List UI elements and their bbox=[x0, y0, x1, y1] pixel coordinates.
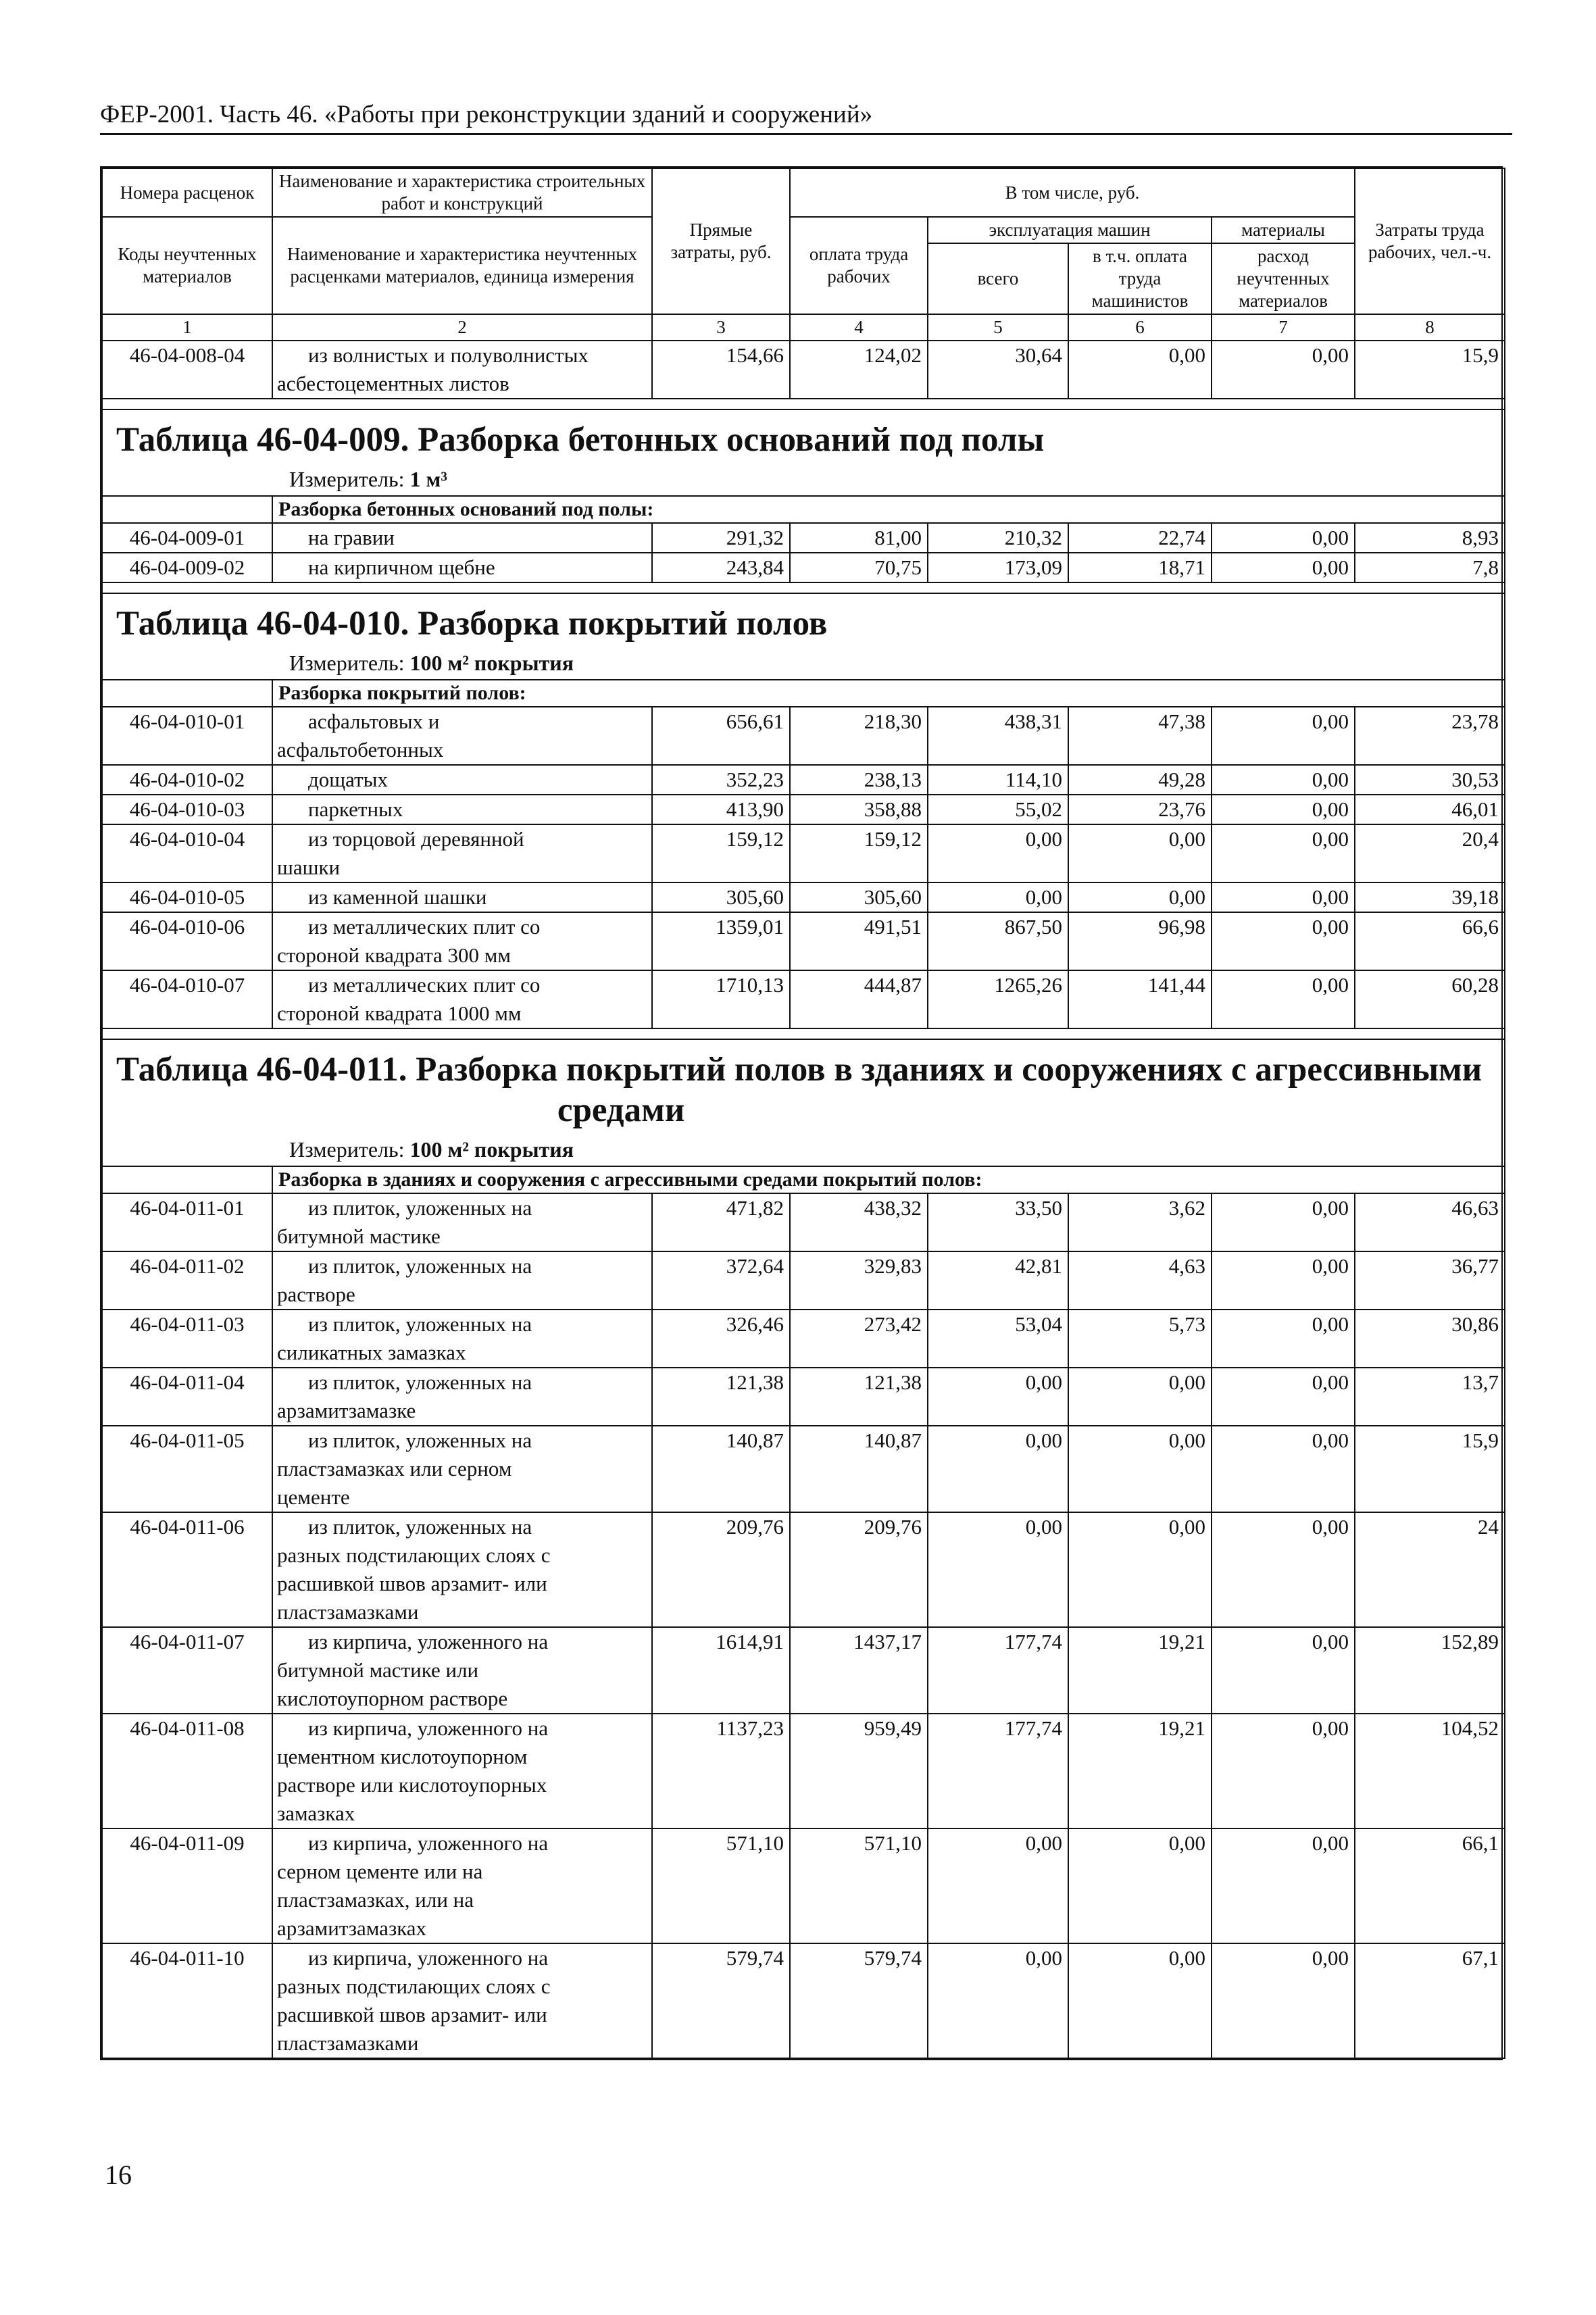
spacer-cell bbox=[102, 582, 1505, 593]
row-value: 67,1 bbox=[1355, 1943, 1505, 2058]
row-name-line: из плиток, уложенных на bbox=[308, 1254, 532, 1278]
row-value: 218,30 bbox=[790, 707, 928, 765]
row-name-line: асфальтобетонных bbox=[277, 738, 444, 762]
table-row bbox=[102, 1714, 1505, 1828]
table-row bbox=[102, 553, 1505, 582]
row-name bbox=[272, 970, 652, 1028]
row-value: 0,00 bbox=[1212, 553, 1355, 582]
table-row bbox=[102, 1251, 1505, 1310]
col-number: 3 bbox=[652, 314, 790, 341]
row-value: 210,32 bbox=[928, 523, 1068, 553]
row-value: 30,53 bbox=[1355, 765, 1505, 795]
row-value: 0,00 bbox=[1068, 341, 1212, 399]
row-value: 0,00 bbox=[1212, 1368, 1355, 1426]
row-value: 0,00 bbox=[1068, 1512, 1212, 1627]
row-value: 438,32 bbox=[790, 1193, 928, 1251]
measure-value: 1 м³ bbox=[409, 467, 447, 491]
table-row bbox=[102, 882, 1505, 912]
col-machines: эксплуатация машин bbox=[928, 217, 1212, 243]
row-name bbox=[272, 341, 652, 399]
page-number: 16 bbox=[105, 2160, 132, 2190]
section-title-text: Таблица 46-04-011. Разборка покрытий полов в зданиях и сооружениях с агрессивными bbox=[116, 1051, 1482, 1089]
row-name-line: из плиток, уложенных на bbox=[308, 1370, 532, 1394]
row-name-line: дощатых bbox=[308, 768, 388, 791]
row-value: 0,00 bbox=[1068, 882, 1212, 912]
col-materials: материалы bbox=[1212, 217, 1355, 243]
row-name bbox=[272, 553, 652, 582]
row-name bbox=[272, 707, 652, 765]
row-name bbox=[272, 1943, 652, 2058]
table-row bbox=[102, 1627, 1505, 1714]
row-value: 177,74 bbox=[928, 1714, 1068, 1828]
row-value: 36,77 bbox=[1355, 1251, 1505, 1310]
row-value: 124,02 bbox=[790, 341, 928, 399]
row-code: 46-04-010-04 bbox=[102, 824, 272, 882]
row-value: 15,9 bbox=[1355, 1426, 1505, 1512]
row-name-line: из торцовой деревянной bbox=[308, 827, 524, 851]
row-value: 0,00 bbox=[1068, 1368, 1212, 1426]
row-name-line: пластзамазках, или на bbox=[277, 1888, 474, 1912]
row-name-line: из волнистых и полуволнистых bbox=[308, 343, 589, 367]
row-value: 81,00 bbox=[790, 523, 928, 553]
row-value: 0,00 bbox=[928, 1426, 1068, 1512]
row-name-line: из плиток, уложенных на bbox=[308, 1515, 532, 1539]
col-wages: оплата труда рабочих bbox=[790, 217, 928, 314]
table-row bbox=[102, 707, 1505, 765]
row-name-line: из кирпича, уложенного на bbox=[308, 1630, 549, 1653]
row-value: 0,00 bbox=[1212, 707, 1355, 765]
row-value: 273,42 bbox=[790, 1310, 928, 1368]
row-code: 46-04-010-01 bbox=[102, 707, 272, 765]
row-value: 959,49 bbox=[790, 1714, 928, 1828]
row-value: 5,73 bbox=[1068, 1310, 1212, 1368]
row-name-line: пластзамазках или серном bbox=[277, 1457, 512, 1480]
row-code: 46-04-010-07 bbox=[102, 970, 272, 1028]
row-value: 291,32 bbox=[652, 523, 790, 553]
row-value: 53,04 bbox=[928, 1310, 1068, 1368]
row-name-line: асбестоцементных листов bbox=[277, 372, 509, 395]
row-code: 46-04-009-01 bbox=[102, 523, 272, 553]
section-header bbox=[102, 409, 1505, 496]
row-name-line: из каменной шашки bbox=[308, 885, 487, 909]
row-value: 1710,13 bbox=[652, 970, 790, 1028]
row-name-line: расшивкой швов арзамит- или bbox=[277, 2003, 547, 2026]
row-name bbox=[272, 1627, 652, 1714]
row-code: 46-04-010-03 bbox=[102, 795, 272, 824]
row-value: 159,12 bbox=[652, 824, 790, 882]
row-name bbox=[272, 1251, 652, 1310]
row-value: 0,00 bbox=[928, 1512, 1068, 1627]
col-incl: В том числе, руб. bbox=[790, 168, 1355, 217]
row-code: 46-04-008-04 bbox=[102, 341, 272, 399]
row-value: 471,82 bbox=[652, 1193, 790, 1251]
row-code: 46-04-011-05 bbox=[102, 1426, 272, 1512]
row-name bbox=[272, 912, 652, 970]
col-number: 8 bbox=[1355, 314, 1505, 341]
row-value: 0,00 bbox=[1212, 1193, 1355, 1251]
section-measure bbox=[103, 466, 1504, 493]
measure-value: 100 м² покрытия bbox=[409, 1137, 574, 1162]
row-value: 0,00 bbox=[1068, 1943, 1212, 2058]
row-name-line: паркетных bbox=[308, 797, 403, 821]
row-value: 140,87 bbox=[652, 1426, 790, 1512]
row-value: 329,83 bbox=[790, 1251, 928, 1310]
row-value: 579,74 bbox=[790, 1943, 928, 2058]
group-blank bbox=[102, 1166, 272, 1193]
row-value: 104,52 bbox=[1355, 1714, 1505, 1828]
row-name-line: из кирпича, уложенного на bbox=[308, 1716, 549, 1740]
row-name bbox=[272, 523, 652, 553]
row-name-line: расшивкой швов арзамит- или bbox=[277, 1572, 547, 1595]
row-value: 209,76 bbox=[652, 1512, 790, 1627]
row-name-line: замазках bbox=[277, 1801, 355, 1825]
row-name-line: пластзамазками bbox=[277, 1600, 419, 1624]
row-name-line: из кирпича, уложенного на bbox=[308, 1831, 549, 1855]
row-name-line: кислотоупорном растворе bbox=[277, 1687, 508, 1710]
col-name-top: Наименование и характеристика строительных работ и конструкций bbox=[272, 168, 652, 217]
row-code: 46-04-011-01 bbox=[102, 1193, 272, 1251]
row-value: 42,81 bbox=[928, 1251, 1068, 1310]
row-value: 66,1 bbox=[1355, 1828, 1505, 1943]
section-title-text: Таблица 46-04-009. Разборка бетонных оснований под полы bbox=[116, 421, 1045, 459]
row-name bbox=[272, 795, 652, 824]
row-value: 22,74 bbox=[1068, 523, 1212, 553]
row-value: 7,8 bbox=[1355, 553, 1505, 582]
row-value: 0,00 bbox=[1212, 341, 1355, 399]
row-value: 0,00 bbox=[928, 1368, 1068, 1426]
row-name-line: из плиток, уложенных на bbox=[308, 1196, 532, 1220]
row-value: 438,31 bbox=[928, 707, 1068, 765]
section-title-text-2: средами bbox=[557, 1091, 685, 1129]
row-name bbox=[272, 1828, 652, 1943]
row-value: 0,00 bbox=[1068, 824, 1212, 882]
table-row bbox=[102, 824, 1505, 882]
row-name-line: битумной мастике или bbox=[277, 1658, 479, 1682]
col-number: 1 bbox=[102, 314, 272, 341]
row-value: 19,21 bbox=[1068, 1714, 1212, 1828]
row-value: 209,76 bbox=[790, 1512, 928, 1627]
row-value: 0,00 bbox=[1068, 1828, 1212, 1943]
row-name bbox=[272, 1310, 652, 1368]
section-header-cell bbox=[102, 593, 1505, 680]
row-value: 33,50 bbox=[928, 1193, 1068, 1251]
row-value: 46,63 bbox=[1355, 1193, 1505, 1251]
row-name-line: из плиток, уложенных на bbox=[308, 1312, 532, 1336]
col-number: 2 bbox=[272, 314, 652, 341]
row-name-line: разных подстилающих слоях с bbox=[277, 1974, 551, 1998]
col-mach-total: всего bbox=[928, 243, 1068, 314]
row-value: 39,18 bbox=[1355, 882, 1505, 912]
row-value: 30,64 bbox=[928, 341, 1068, 399]
measure-value: 100 м² покрытия bbox=[409, 651, 574, 675]
row-value: 0,00 bbox=[1212, 1426, 1355, 1512]
row-value: 30,86 bbox=[1355, 1310, 1505, 1368]
row-value: 0,00 bbox=[1212, 1310, 1355, 1368]
row-name bbox=[272, 1714, 652, 1828]
row-value: 0,00 bbox=[928, 1943, 1068, 2058]
row-value: 238,13 bbox=[790, 765, 928, 795]
group-row bbox=[102, 680, 1505, 707]
measure-label: Измеритель: bbox=[289, 1137, 405, 1162]
row-value: 23,78 bbox=[1355, 707, 1505, 765]
row-value: 444,87 bbox=[790, 970, 928, 1028]
row-value: 49,28 bbox=[1068, 765, 1212, 795]
row-value: 0,00 bbox=[1212, 1714, 1355, 1828]
row-name-line: растворе bbox=[277, 1283, 355, 1306]
row-value: 96,98 bbox=[1068, 912, 1212, 970]
row-name-line: на кирпичном щебне bbox=[308, 555, 495, 579]
group-row bbox=[102, 1166, 1505, 1193]
row-value: 656,61 bbox=[652, 707, 790, 765]
row-value: 0,00 bbox=[1212, 824, 1355, 882]
row-value: 0,00 bbox=[1212, 765, 1355, 795]
row-value: 0,00 bbox=[1212, 1828, 1355, 1943]
row-value: 867,50 bbox=[928, 912, 1068, 970]
row-value: 177,74 bbox=[928, 1627, 1068, 1714]
row-value: 571,10 bbox=[790, 1828, 928, 1943]
section-title bbox=[103, 1049, 1504, 1130]
table-row bbox=[102, 1512, 1505, 1627]
row-name-line: силикатных замазках bbox=[277, 1341, 466, 1364]
row-name bbox=[272, 1193, 652, 1251]
row-name-line: битумной мастике bbox=[277, 1224, 441, 1248]
table-row bbox=[102, 912, 1505, 970]
row-name-line: из кирпича, уложенного на bbox=[308, 1946, 549, 1970]
row-value: 1137,23 bbox=[652, 1714, 790, 1828]
measure-label: Измеритель: bbox=[289, 467, 405, 491]
row-name-line: на гравии bbox=[308, 526, 395, 549]
section-spacer bbox=[102, 582, 1505, 593]
row-code: 46-04-009-02 bbox=[102, 553, 272, 582]
row-value: 18,71 bbox=[1068, 553, 1212, 582]
row-value: 70,75 bbox=[790, 553, 928, 582]
row-name-line: арзамитзамазках bbox=[277, 1916, 427, 1940]
row-value: 19,21 bbox=[1068, 1627, 1212, 1714]
row-value: 0,00 bbox=[1212, 1943, 1355, 2058]
row-name bbox=[272, 882, 652, 912]
group-title: Разборка бетонных оснований под полы: bbox=[272, 496, 1505, 523]
row-code: 46-04-011-07 bbox=[102, 1627, 272, 1714]
row-value: 60,28 bbox=[1355, 970, 1505, 1028]
row-value: 372,64 bbox=[652, 1251, 790, 1310]
col-number: 6 bbox=[1068, 314, 1212, 341]
row-value: 8,93 bbox=[1355, 523, 1505, 553]
row-code: 46-04-011-10 bbox=[102, 1943, 272, 2058]
row-value: 305,60 bbox=[790, 882, 928, 912]
section-title bbox=[103, 420, 1504, 460]
row-value: 243,84 bbox=[652, 553, 790, 582]
row-value: 55,02 bbox=[928, 795, 1068, 824]
group-row bbox=[102, 496, 1505, 523]
row-value: 121,38 bbox=[652, 1368, 790, 1426]
section-header-cell bbox=[102, 1039, 1505, 1166]
row-value: 358,88 bbox=[790, 795, 928, 824]
spacer-cell bbox=[102, 1028, 1505, 1039]
row-value: 23,76 bbox=[1068, 795, 1212, 824]
row-value: 24 bbox=[1355, 1512, 1505, 1627]
row-value: 0,00 bbox=[1212, 1512, 1355, 1627]
table-row bbox=[102, 1943, 1505, 2058]
row-value: 47,38 bbox=[1068, 707, 1212, 765]
row-value: 1265,26 bbox=[928, 970, 1068, 1028]
col-mat-unaccounted: расход неучтенных материалов bbox=[1212, 243, 1355, 314]
row-name-line: стороной квадрата 300 мм bbox=[277, 943, 512, 967]
group-title: Разборка в зданиях и сооружения с агрессивными средами покрытий полов: bbox=[272, 1166, 1505, 1193]
table-row bbox=[102, 1310, 1505, 1368]
row-value: 173,09 bbox=[928, 553, 1068, 582]
section-header-cell bbox=[102, 409, 1505, 496]
row-value: 13,7 bbox=[1355, 1368, 1505, 1426]
row-name bbox=[272, 1368, 652, 1426]
row-code: 46-04-011-06 bbox=[102, 1512, 272, 1627]
col-code-top: Номера расценок bbox=[102, 168, 272, 217]
row-value: 46,01 bbox=[1355, 795, 1505, 824]
row-value: 3,62 bbox=[1068, 1193, 1212, 1251]
table-row bbox=[102, 1193, 1505, 1251]
table-row bbox=[102, 1426, 1505, 1512]
row-value: 114,10 bbox=[928, 765, 1068, 795]
row-value: 0,00 bbox=[1212, 970, 1355, 1028]
row-code: 46-04-011-04 bbox=[102, 1368, 272, 1426]
row-value: 0,00 bbox=[1212, 882, 1355, 912]
row-value: 15,9 bbox=[1355, 341, 1505, 399]
row-value: 121,38 bbox=[790, 1368, 928, 1426]
row-code: 46-04-011-09 bbox=[102, 1828, 272, 1943]
row-code: 46-04-010-02 bbox=[102, 765, 272, 795]
row-name-line: из металлических плит со bbox=[308, 973, 541, 997]
row-value: 0,00 bbox=[1212, 523, 1355, 553]
col-number: 7 bbox=[1212, 314, 1355, 341]
row-name-line: стороной квадрата 1000 мм bbox=[277, 1001, 522, 1025]
row-value: 0,00 bbox=[1212, 795, 1355, 824]
row-name-line: асфальтовых и bbox=[308, 710, 440, 733]
row-value: 1614,91 bbox=[652, 1627, 790, 1714]
group-blank bbox=[102, 496, 272, 523]
row-value: 154,66 bbox=[652, 341, 790, 399]
row-value: 352,23 bbox=[652, 765, 790, 795]
row-value: 305,60 bbox=[652, 882, 790, 912]
col-name-bottom: Наименование и характеристика неучтенных расценками материалов, единица измерения bbox=[272, 217, 652, 314]
row-value: 159,12 bbox=[790, 824, 928, 882]
table-row bbox=[102, 795, 1505, 824]
row-name-line: шашки bbox=[277, 855, 341, 879]
row-name-line: из металлических плит со bbox=[308, 915, 541, 939]
row-code: 46-04-010-05 bbox=[102, 882, 272, 912]
table-row bbox=[102, 341, 1505, 399]
section-spacer bbox=[102, 399, 1505, 409]
row-name-line: арзамитзамазке bbox=[277, 1399, 416, 1422]
row-value: 20,4 bbox=[1355, 824, 1505, 882]
row-value: 326,46 bbox=[652, 1310, 790, 1368]
col-direct: Прямые затраты, руб. bbox=[652, 168, 790, 314]
col-labor: Затраты труда рабочих, чел.-ч. bbox=[1355, 168, 1505, 314]
row-code: 46-04-010-06 bbox=[102, 912, 272, 970]
row-value: 413,90 bbox=[652, 795, 790, 824]
row-name-line: цементном кислотоупорном bbox=[277, 1745, 528, 1768]
section-header bbox=[102, 1039, 1505, 1166]
row-value: 0,00 bbox=[1212, 1251, 1355, 1310]
row-value: 571,10 bbox=[652, 1828, 790, 1943]
row-name-line: разных подстилающих слоях с bbox=[277, 1543, 551, 1567]
table-row bbox=[102, 765, 1505, 795]
row-value: 152,89 bbox=[1355, 1627, 1505, 1714]
row-value: 140,87 bbox=[790, 1426, 928, 1512]
row-name-line: из плиток, уложенных на bbox=[308, 1428, 532, 1452]
section-measure bbox=[103, 649, 1504, 676]
row-code: 46-04-011-08 bbox=[102, 1714, 272, 1828]
section-title-text: Таблица 46-04-010. Разборка покрытий полов bbox=[116, 605, 828, 643]
group-blank bbox=[102, 680, 272, 707]
row-value: 0,00 bbox=[928, 824, 1068, 882]
row-value: 141,44 bbox=[1068, 970, 1212, 1028]
column-numbers-row bbox=[102, 314, 1505, 341]
row-code: 46-04-011-03 bbox=[102, 1310, 272, 1368]
table-row bbox=[102, 970, 1505, 1028]
row-name-line: пластзамазками bbox=[277, 2031, 419, 2055]
row-value: 0,00 bbox=[928, 1828, 1068, 1943]
section-title bbox=[103, 603, 1504, 644]
rates-table bbox=[100, 166, 1503, 2060]
row-value: 0,00 bbox=[1068, 1426, 1212, 1512]
row-name-line: серном цементе или на bbox=[277, 1860, 483, 1883]
col-mach-wages: в т.ч. оплата труда машинистов bbox=[1068, 243, 1212, 314]
col-code-bottom: Коды неучтенных материалов bbox=[102, 217, 272, 314]
row-name bbox=[272, 765, 652, 795]
spacer-cell bbox=[102, 399, 1505, 409]
col-number: 4 bbox=[790, 314, 928, 341]
row-value: 579,74 bbox=[652, 1943, 790, 2058]
row-value: 491,51 bbox=[790, 912, 928, 970]
row-code: 46-04-011-02 bbox=[102, 1251, 272, 1310]
section-spacer bbox=[102, 1028, 1505, 1039]
row-value: 0,00 bbox=[1212, 1627, 1355, 1714]
section-measure bbox=[103, 1136, 1504, 1163]
group-title: Разборка покрытий полов: bbox=[272, 680, 1505, 707]
measure-label: Измеритель: bbox=[289, 651, 405, 675]
section-header bbox=[102, 593, 1505, 680]
row-name bbox=[272, 824, 652, 882]
col-number: 5 bbox=[928, 314, 1068, 341]
row-value: 0,00 bbox=[928, 882, 1068, 912]
row-value: 1359,01 bbox=[652, 912, 790, 970]
table-row bbox=[102, 1828, 1505, 1943]
row-value: 66,6 bbox=[1355, 912, 1505, 970]
row-name-line: цементе bbox=[277, 1485, 350, 1509]
row-value: 1437,17 bbox=[790, 1627, 928, 1714]
table-row bbox=[102, 1368, 1505, 1426]
row-name-line: растворе или кислотоупорных bbox=[277, 1773, 547, 1797]
page-header: ФЕР-2001. Часть 46. «Работы при реконструкции зданий и сооружений» bbox=[100, 101, 1512, 135]
row-name bbox=[272, 1426, 652, 1512]
row-value: 0,00 bbox=[1212, 912, 1355, 970]
table-row bbox=[102, 523, 1505, 553]
row-name bbox=[272, 1512, 652, 1627]
row-value: 4,63 bbox=[1068, 1251, 1212, 1310]
